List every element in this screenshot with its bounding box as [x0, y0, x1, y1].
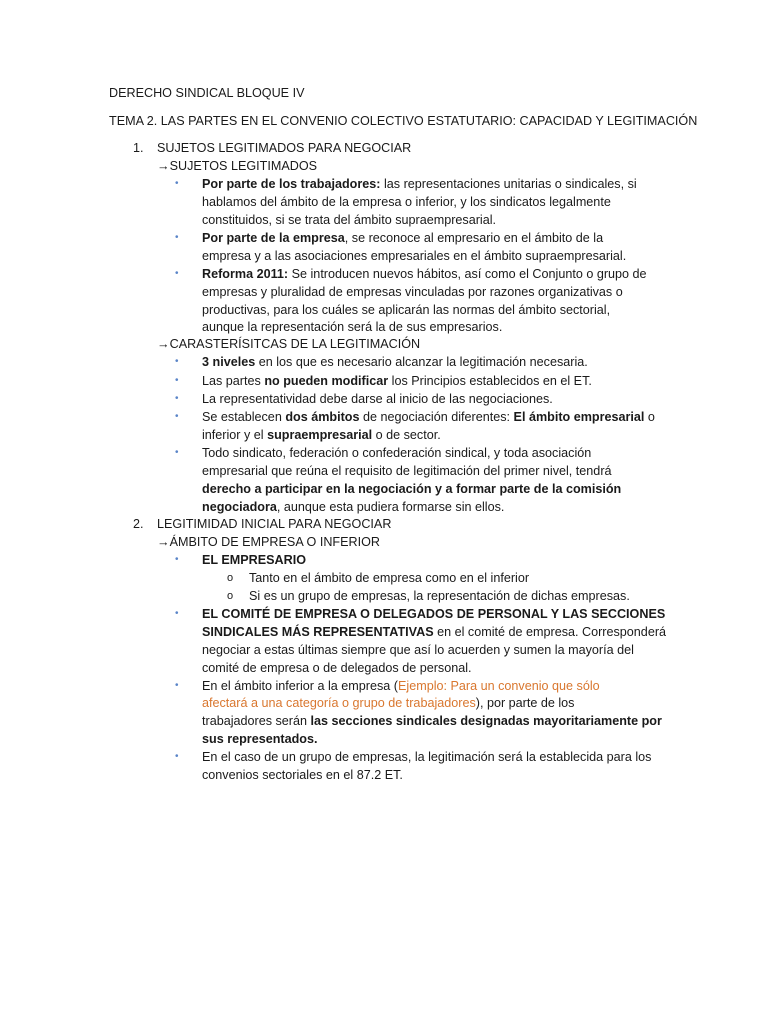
- sub-bullet-icon: o: [227, 572, 234, 584]
- section-number: 2.: [133, 517, 144, 531]
- list-item-line: convenios sectoriales en el 87.2 ET.: [202, 768, 403, 782]
- sub-bullet-icon: o: [227, 590, 234, 602]
- subheading: →CARASTERÍSITCAS DE LA LEGITIMACIÓN: [157, 337, 421, 351]
- list-item-line: hablamos del ámbito de la empresa o inferior, y los sindicatos legalmente: [202, 195, 611, 209]
- bullet-icon: •: [175, 680, 179, 691]
- list-item-line: empresas y pluralidad de empresas vinculadas por razones organizativas o: [202, 285, 623, 299]
- list-item-line: Las partes no pueden modificar los Principios establecidos en el ET.: [202, 374, 592, 388]
- list-item-line: En el ámbito inferior a la empresa (Ejemplo: Para un convenio que sólo: [202, 679, 600, 693]
- list-item-line: negociadora, aunque esta pudiera formarse sin ellos.: [202, 500, 505, 514]
- bullet-icon: •: [175, 356, 179, 367]
- list-item-line: constituidos, si se trata del ámbito supraempresarial.: [202, 213, 496, 227]
- list-item-line: Reforma 2011: Se introducen nuevos hábitos, así como el Conjunto o grupo de: [202, 267, 647, 281]
- arrow-icon: →: [157, 337, 170, 351]
- section-heading: SUJETOS LEGITIMADOS PARA NEGOCIAR: [157, 141, 412, 155]
- bullet-icon: •: [175, 232, 179, 243]
- list-item-line: empresarial que reúna el requisito de legitimación del primer nivel, tendrá: [202, 464, 612, 478]
- section-number: 1.: [133, 141, 144, 155]
- bullet-icon: •: [175, 411, 179, 422]
- list-item-line: comité de empresa o de delegados de personal.: [202, 661, 472, 675]
- list-item-line: inferior y el supraempresarial o de sector.: [202, 428, 441, 442]
- list-item-line: trabajadores serán las secciones sindicales designadas mayoritariamente por: [202, 714, 662, 728]
- list-item-line: EL EMPRESARIO: [202, 553, 307, 567]
- list-item-line: En el caso de un grupo de empresas, la legitimación será la establecida para los: [202, 750, 652, 764]
- bullet-icon: •: [175, 178, 179, 189]
- bullet-icon: •: [175, 393, 179, 404]
- list-item-line: SINDICALES MÁS REPRESENTATIVAS en el comité de empresa. Corresponderá: [202, 625, 667, 639]
- list-item-line: afectará a una categoría o grupo de trabajadores), por parte de los: [202, 696, 575, 710]
- document-subtitle: TEMA 2. LAS PARTES EN EL CONVENIO COLECTIVO ESTATUTARIO: CAPACIDAD Y LEGITIMACIÓN: [109, 114, 698, 128]
- list-item-line: Por parte de los trabajadores: las representaciones unitarias o sindicales, si: [202, 177, 637, 191]
- list-item-line: La representatividad debe darse al inicio de las negociaciones.: [202, 392, 553, 406]
- list-item-line: Todo sindicato, federación o confederación sindical, y toda asociación: [202, 446, 592, 460]
- bullet-icon: •: [175, 751, 179, 762]
- subheading: →ÁMBITO DE EMPRESA O INFERIOR: [157, 535, 380, 549]
- list-item-line: productivas, para los cuáles se aplicarán las normas del ámbito sectorial,: [202, 303, 611, 317]
- subheading: →SUJETOS LEGITIMADOS: [157, 159, 318, 173]
- section-heading: LEGITIMIDAD INICIAL PARA NEGOCIAR: [157, 517, 392, 531]
- list-item-line: derecho a participar en la negociación y a formar parte de la comisión: [202, 482, 622, 496]
- bullet-icon: •: [175, 375, 179, 386]
- arrow-icon: →: [157, 535, 170, 549]
- list-item-line: EL COMITÉ DE EMPRESA O DELEGADOS DE PERSONAL Y LAS SECCIONES: [202, 607, 666, 621]
- document-title: DERECHO SINDICAL BLOQUE IV: [109, 86, 305, 100]
- arrow-icon: →: [157, 159, 170, 173]
- list-item-line: Se establecen dos ámbitos de negociación diferentes: El ámbito empresarial o: [202, 410, 655, 424]
- sub-list-item: Si es un grupo de empresas, la representación de dichas empresas.: [249, 589, 630, 603]
- list-item-line: empresa y a las asociaciones empresariales en el ámbito supraempresarial.: [202, 249, 627, 263]
- bullet-icon: •: [175, 554, 179, 565]
- list-item-line: negociar a estas últimas siempre que así lo acuerden y sumen la mayoría del: [202, 643, 634, 657]
- list-item-line: Por parte de la empresa, se reconoce al empresario en el ámbito de la: [202, 231, 604, 245]
- bullet-icon: •: [175, 608, 179, 619]
- list-item-line: 3 niveles en los que es necesario alcanzar la legitimación necesaria.: [202, 355, 588, 369]
- sub-list-item: Tanto en el ámbito de empresa como en el inferior: [249, 571, 530, 585]
- list-item-line: sus representados.: [202, 732, 318, 746]
- bullet-icon: •: [175, 447, 179, 458]
- bullet-icon: •: [175, 268, 179, 279]
- list-item-line: aunque la representación será la de sus empresarios.: [202, 320, 503, 334]
